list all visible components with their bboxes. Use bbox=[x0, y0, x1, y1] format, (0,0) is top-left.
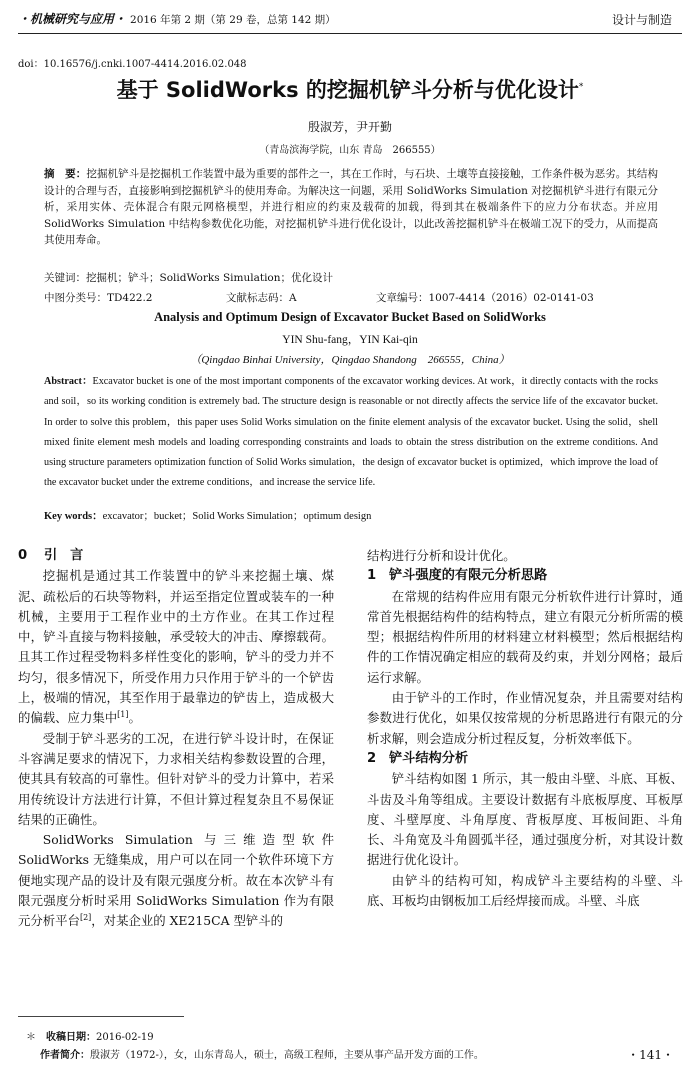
doi: doi：10.16576/j.cnki.1007-4414.2016.02.048 bbox=[18, 59, 247, 70]
footnote-rule bbox=[18, 1016, 184, 1017]
section-heading-1: 1 铲斗强度的有限元分析思路 bbox=[367, 568, 548, 584]
paragraph: SolidWorks Simulation 与三维造型软件 SolidWorks 无缝集成，用户可以在同一个软件环境下方便地实现产品的设计及有限元强度分析。故在本次铲斗有限元强度分析时采用 SolidWorks Simulation 作为有限元分析平台[2]，对某企业的 XE215CA 型铲斗的 bbox=[18, 832, 334, 929]
journal-name: ・机械研究与应用・ 2016 年第 2 期（第 29 卷，总第 142 期） bbox=[18, 12, 336, 26]
paragraph: 由于铲斗的工作时，作业情况复杂，并且需要对结构参数进行优化，如果仅按常规的分析思路进行有限元的分析求解，则会造成分析过程反复，分析效率低下。 bbox=[367, 690, 683, 746]
footnote-received: ＊ 收稿日期：2016-02-19 bbox=[26, 1032, 154, 1043]
paragraph: 由铲斗的结构可知，构成铲斗主要结构的斗壁、斗底、耳板均由钢板加工后经焊接而成。斗壁、斗底 bbox=[367, 872, 683, 909]
clc-number: 中图分类号：TD422.2 bbox=[44, 292, 153, 304]
paper-title-en: Analysis and Optimum Design of Excavator Bucket Based on SolidWorks bbox=[154, 310, 546, 324]
paragraph: 铲斗结构如图 1 所示，其一般由斗壁、斗底、耳板、斗齿及斗角等组成。主要设计数据有斗底板厚度、耳板厚度、斗壁厚度、斗角厚度、背板厚度、耳板间距、斗角长、斗角宽及斗角圆弧半径，通过强度分析，对其设计数据进行优化设计。 bbox=[367, 771, 683, 868]
abstract-cn: 摘 要：挖掘机铲斗是挖掘机工作装置中最为重要的部件之一，其在工作时，与石块、土壤等直接接触，工作条件极为恶劣。其结构设计的合理与否，直接影响到挖掘机铲斗的使用寿命。为解决这一问题，采用 SolidWorks Simulation 对挖掘机铲斗进行有限元分析，采用实体、壳体混合有限元网格模型，并进行相应的约束及载荷的加载，得到其在极端条件下的应力分布状态。并应用 SolidWorks Simulation 中结构参数优化功能，对挖掘机铲斗进行优化设计，以此改善挖掘机铲斗在极端工况下的受力，从而提高其使用寿命。 bbox=[44, 168, 659, 246]
section-heading-introduction: 0 引言 bbox=[18, 548, 97, 563]
authors-cn: 殷淑芳，尹开勤 bbox=[307, 120, 392, 134]
paragraph-continued: 结构进行分析和设计优化。 bbox=[367, 548, 516, 563]
section-label: 设计与制造 bbox=[611, 13, 672, 27]
right-column bbox=[367, 546, 683, 911]
citation-ref: [2] bbox=[79, 913, 92, 923]
article-number: 文章编号：1007-4414（2016）02-0141-03 bbox=[376, 292, 594, 304]
keywords-cn: 关键词：挖掘机；铲斗；SolidWorks Simulation；优化设计 bbox=[44, 272, 334, 284]
citation-ref: [1] bbox=[117, 710, 129, 720]
abstract-en: Abstract：Excavator bucket is one of the most important components of the excavator working devices. At work，it directly contacts with the rocks and soil，so its working condition is extremely bad. The structure design is reasonable or not directly affects the service life of the excavator bucket. In order to solve this problem，this paper uses Solid Works simulation on the finite element analysis of the excavator bucket. Using the solid，shell mixed finite element mesh models and loading corresponding constraints and loads to obtain the stress distribution on the extreme conditions. And using structure parameters optimization function of Solid Works simulation，the design of excavator bucket is optimized，which improve the load of the excavator bucket under the extreme conditions，and increase the service life. bbox=[44, 376, 658, 489]
header-rule bbox=[18, 33, 682, 34]
left-column bbox=[18, 546, 334, 932]
keywords-en: Key words：excavator；bucket；Solid Works Simulation；optimum design bbox=[44, 511, 372, 522]
footnote-author: 作者简介：殷淑芳（1972-），女，山东青岛人，硕士，高级工程师，主要从事产品开发方面的工作。 bbox=[40, 1050, 484, 1061]
section-heading-2: 2 铲斗结构分析 bbox=[367, 750, 469, 766]
affiliation-cn: （青岛滨海学院，山东 青岛 266555） bbox=[259, 145, 441, 156]
page-number: ・141・ bbox=[627, 1048, 674, 1062]
paragraph: 挖掘机是通过其工作装置中的铲斗来挖掘土壤、煤泥、疏松后的石块等物料，并运至指定位置或装车的一种机械，主要用于工程作业中的土方作业。在其工作过程中，铲斗直接与物料接触，承受较大的冲击、摩擦载荷。且其工作过程受物料多样性变化的影响，铲斗的受力并不均匀，很多情况下，所受作用力只作用于铲斗的一个铲齿上，极端的情况，其至作用于最靠边的铲齿上，造成极大的偏载、应力集中[1]。 bbox=[18, 568, 334, 726]
paragraph: 在常规的结构件应用有限元分析软件进行计算时，通常首先根据结构件的结构特点，建立有限元分析所需的模型；根据结构件所用的材料建立材料模型；然后根据结构件的工作情况确定相应的载荷及约束，并划分网格；最后运行求解。 bbox=[367, 588, 683, 685]
paragraph: 受制于铲斗恶劣的工况，在进行铲斗设计时，在保证斗容满足要求的情况下，力求相关结构参数设置的合理，使其具有较高的可靠性。但针对铲斗的受力计算中，若采用传统设计方法进行计算，不但计算过程复杂且不易保证结果的正确性。 bbox=[18, 730, 334, 827]
title-footnote-mark: * bbox=[578, 82, 584, 92]
authors-en: YIN Shu-fang，YIN Kai-qin bbox=[282, 334, 418, 346]
issue-info: 2016 年第 2 期（第 29 卷，总第 142 期） bbox=[130, 14, 336, 26]
affiliation-en: （Qingdao Binhai University，Qingdao Shandong 266555，China） bbox=[190, 354, 510, 366]
document-code: 文献标志码：A bbox=[226, 292, 297, 304]
paper-title: 基于 SolidWorks 的挖掘机铲斗分析与优化设计* bbox=[116, 78, 584, 102]
